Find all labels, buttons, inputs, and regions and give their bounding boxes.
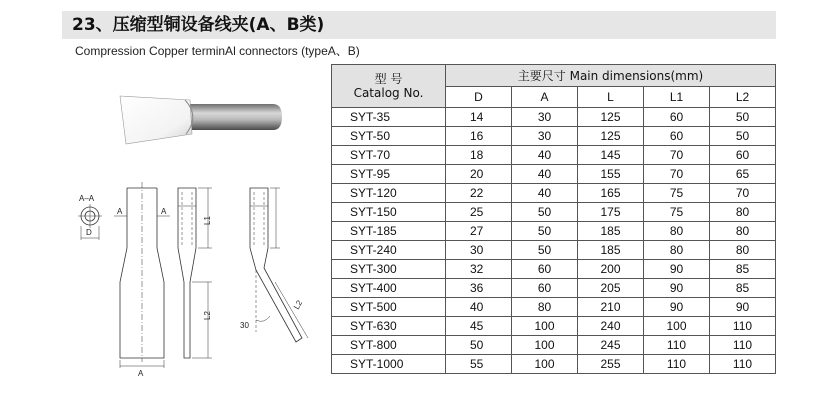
- table-row: [332, 127, 776, 146]
- table-row: [332, 146, 776, 165]
- catalog-cell: SYT-150: [332, 203, 446, 222]
- l2-cell: 50: [710, 108, 776, 127]
- l-cell: 205: [578, 279, 644, 298]
- l2-cell: 80: [710, 241, 776, 260]
- section-subtitle: Compression Copper terminAl connectors (typeA、B): [75, 44, 360, 58]
- table-row: [332, 108, 776, 127]
- a-cell: 50: [512, 222, 578, 241]
- a-cell: 40: [512, 184, 578, 203]
- a-right-label: A: [161, 207, 167, 216]
- main-dimensions-header: 主要尺寸 Main dimensions(mm): [446, 65, 776, 87]
- d-cell: 20: [446, 165, 512, 184]
- l1-cell: 60: [644, 127, 710, 146]
- column-header-d: D: [446, 87, 512, 108]
- d-cell: 14: [446, 108, 512, 127]
- l-cell: 210: [578, 298, 644, 317]
- l-cell: 200: [578, 260, 644, 279]
- l1-cell: 80: [644, 222, 710, 241]
- a-cell: 30: [512, 108, 578, 127]
- l1-cell: 90: [644, 260, 710, 279]
- catalog-cell: SYT-400: [332, 279, 446, 298]
- l2-cell: 90: [710, 298, 776, 317]
- d-cell: 32: [446, 260, 512, 279]
- a-cell: 100: [512, 317, 578, 336]
- l2-cell: 50: [710, 127, 776, 146]
- table-row: [332, 222, 776, 241]
- d-label: D: [86, 228, 92, 237]
- d-cell: 22: [446, 184, 512, 203]
- l1-cell: 70: [644, 165, 710, 184]
- dimensions-table-body: [332, 108, 776, 374]
- column-header-l2: L2: [710, 87, 776, 108]
- side-view: [178, 188, 212, 358]
- l-cell: 255: [578, 355, 644, 374]
- d-cell: 18: [446, 146, 512, 165]
- l1-cell: 70: [644, 146, 710, 165]
- catalog-cell: SYT-300: [332, 260, 446, 279]
- a-cell: 40: [512, 146, 578, 165]
- d-cell: 45: [446, 317, 512, 336]
- table-row: [332, 241, 776, 260]
- l2-angled-label: L2: [291, 298, 305, 311]
- a-cell: 50: [512, 203, 578, 222]
- l2-cell: 80: [710, 203, 776, 222]
- l-cell: 125: [578, 127, 644, 146]
- catalog-cell: SYT-240: [332, 241, 446, 260]
- catalog-header-cn: 型 号: [374, 72, 403, 86]
- l-cell: 240: [578, 317, 644, 336]
- a-cell: 100: [512, 355, 578, 374]
- l1-cell: 80: [644, 241, 710, 260]
- l-cell: 185: [578, 241, 644, 260]
- l-cell: 175: [578, 203, 644, 222]
- d-cell: 55: [446, 355, 512, 374]
- a-left-label: A: [117, 207, 123, 216]
- l2-cell: 60: [710, 146, 776, 165]
- table-row: [332, 298, 776, 317]
- table-row: [332, 336, 776, 355]
- a-cell: 80: [512, 298, 578, 317]
- l-cell: 155: [578, 165, 644, 184]
- l2-cell: 110: [710, 355, 776, 374]
- d-cell: 36: [446, 279, 512, 298]
- catalog-header-en: Catalog No.: [353, 86, 424, 100]
- catalog-cell: SYT-800: [332, 336, 446, 355]
- l-cell: 185: [578, 222, 644, 241]
- table-row: [332, 184, 776, 203]
- l1-cell: 110: [644, 336, 710, 355]
- catalog-cell: SYT-185: [332, 222, 446, 241]
- l-cell: 245: [578, 336, 644, 355]
- catalog-cell: SYT-50: [332, 127, 446, 146]
- catalog-cell: SYT-500: [332, 298, 446, 317]
- l1-cell: 90: [644, 279, 710, 298]
- dimensions-table: [331, 64, 776, 374]
- bent-view: [250, 188, 308, 342]
- catalog-cell: SYT-95: [332, 165, 446, 184]
- l1-label: L1: [203, 216, 212, 225]
- l-cell: 145: [578, 146, 644, 165]
- section-view: [78, 194, 102, 240]
- section-title: 23、压缩型铜设备线夹(A、B类): [62, 11, 776, 39]
- catalog-cell: SYT-630: [332, 317, 446, 336]
- l1-cell: 110: [644, 355, 710, 374]
- a-cell: 40: [512, 165, 578, 184]
- l1-cell: 100: [644, 317, 710, 336]
- table-row: [332, 317, 776, 336]
- connector-drawings-svg: [70, 70, 325, 390]
- d-cell: 16: [446, 127, 512, 146]
- d-cell: 50: [446, 336, 512, 355]
- l2-cell: 85: [710, 260, 776, 279]
- d-cell: 25: [446, 203, 512, 222]
- table-row: [332, 355, 776, 374]
- l1-cell: 60: [644, 108, 710, 127]
- l2-cell: 70: [710, 184, 776, 203]
- table-row: [332, 165, 776, 184]
- connector-photo: [120, 96, 282, 144]
- column-header-a: A: [512, 87, 578, 108]
- l2-label: L2: [203, 311, 212, 320]
- l2-cell: 85: [710, 279, 776, 298]
- table-row: [332, 260, 776, 279]
- catalog-cell: SYT-35: [332, 108, 446, 127]
- technical-drawings: [70, 70, 325, 390]
- a-bottom-label: A: [138, 369, 144, 378]
- a-cell: 60: [512, 260, 578, 279]
- catalog-cell: SYT-1000: [332, 355, 446, 374]
- l-cell: 165: [578, 184, 644, 203]
- l1-cell: 75: [644, 184, 710, 203]
- l2-cell: 110: [710, 317, 776, 336]
- a-cell: 50: [512, 241, 578, 260]
- angle-label: 30: [240, 321, 249, 330]
- table-row: [332, 203, 776, 222]
- a-cell: 60: [512, 279, 578, 298]
- table-row: [332, 279, 776, 298]
- column-header-l1: L1: [644, 87, 710, 108]
- section-label: A–A: [79, 194, 95, 203]
- a-cell: 100: [512, 336, 578, 355]
- catalog-header: [332, 65, 446, 108]
- d-cell: 30: [446, 241, 512, 260]
- a-cell: 30: [512, 127, 578, 146]
- l1-cell: 90: [644, 298, 710, 317]
- catalog-cell: SYT-70: [332, 146, 446, 165]
- l2-cell: 80: [710, 222, 776, 241]
- d-cell: 40: [446, 298, 512, 317]
- l-cell: 125: [578, 108, 644, 127]
- l1-cell: 75: [644, 203, 710, 222]
- l2-cell: 110: [710, 336, 776, 355]
- column-header-l: L: [578, 87, 644, 108]
- d-cell: 27: [446, 222, 512, 241]
- l2-cell: 65: [710, 165, 776, 184]
- catalog-cell: SYT-120: [332, 184, 446, 203]
